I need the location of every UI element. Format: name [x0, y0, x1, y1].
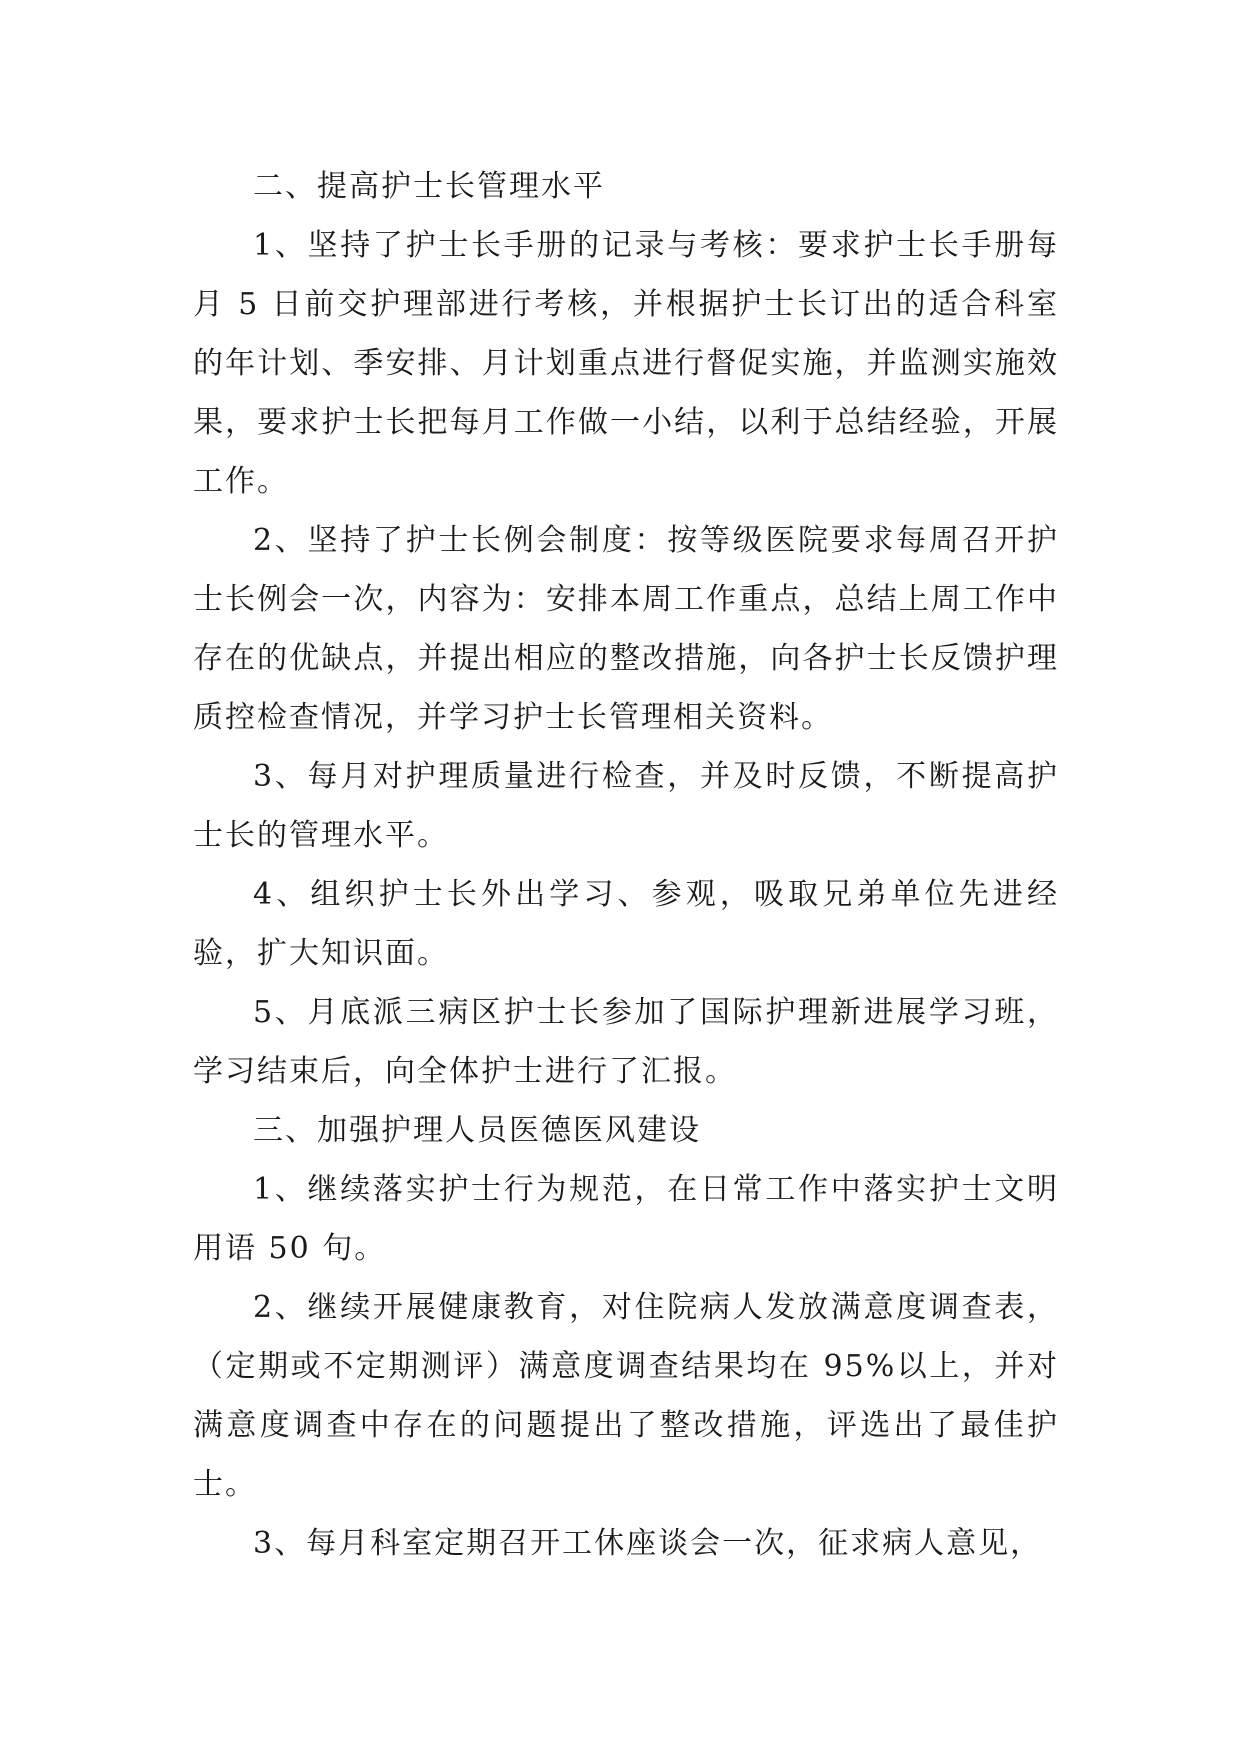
paragraph: 1、继续落实护士行为规范，在日常工作中落实护士文明用语 50 句。 — [193, 1172, 1059, 1266]
paragraph: 5、月底派三病区护士长参加了国际护理新进展学习班，学习结束后，向全体护士进行了汇报。 — [193, 995, 1059, 1089]
paragraph: 4、组织护士长外出学习、参观，吸取兄弟单位先进经验，扩大知识面。 — [193, 877, 1059, 971]
paragraph: 3、每月对护理质量进行检查，并及时反馈，不断提高护士长的管理水平。 — [193, 759, 1059, 853]
document-body — [193, 157, 1059, 1573]
section-heading: 二、提高护士长管理水平 — [253, 169, 605, 204]
section-heading: 三、加强护理人员医德医风建设 — [253, 1113, 701, 1148]
paragraph: 1、坚持了护士长手册的记录与考核：要求护士长手册每月 5 日前交护理部进行考核，并根据护士长订出的适合科室的年计划、季安排、月计划重点进行督促实施，并监测实施效果，要求护士长把每月工作做一小结，以利于总结经验，开展工作。 — [193, 228, 1059, 499]
paragraph: 3、每月科室定期召开工休座谈会一次，征求病人意见， — [253, 1526, 1043, 1561]
paragraph: 2、继续开展健康教育，对住院病人发放满意度调查表，（定期或不定期测评）满意度调查结果均在 95%以上，并对满意度调查中存在的问题提出了整改措施，评选出了最佳护士。 — [193, 1290, 1059, 1502]
paragraph: 2、坚持了护士长例会制度：按等级医院要求每周召开护士长例会一次，内容为：安排本周工作重点，总结上周工作中存在的优缺点，并提出相应的整改措施，向各护士长反馈护理质控检查情况，并学习护士长管理相关资料。 — [193, 523, 1059, 735]
